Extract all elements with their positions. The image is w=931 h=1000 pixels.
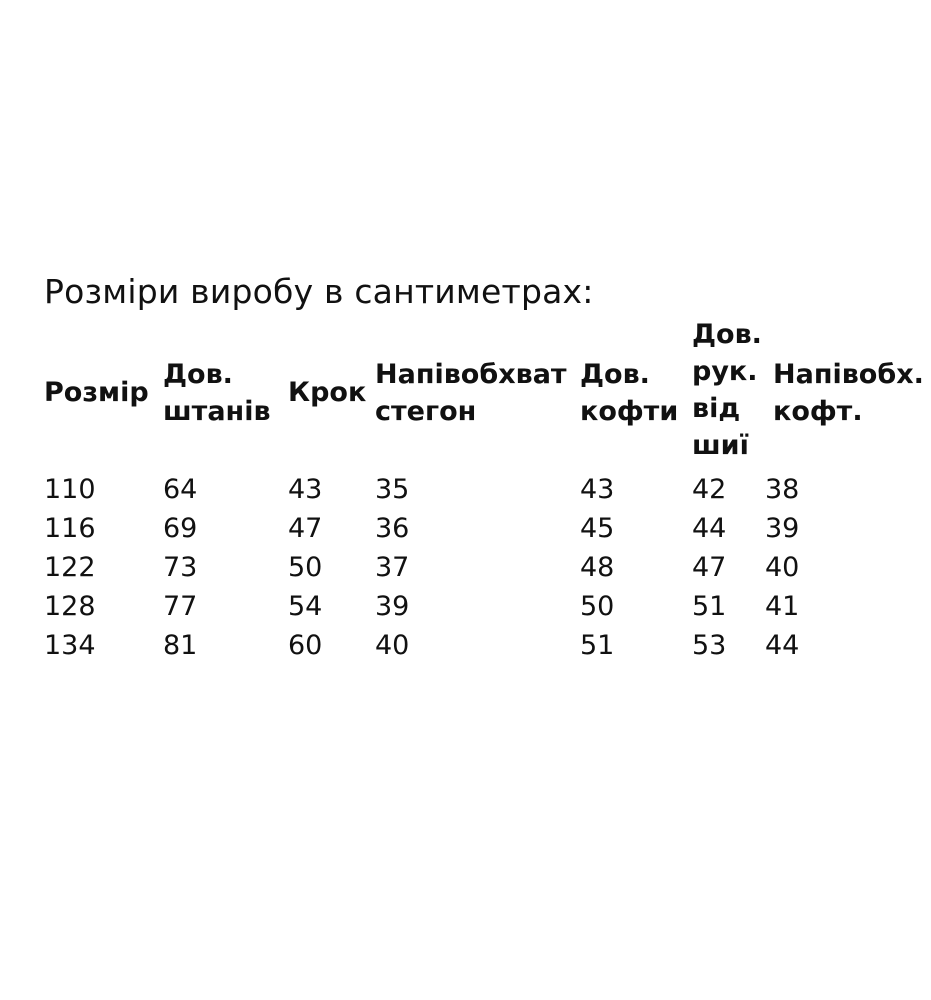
cell-pants-length: 69 xyxy=(163,513,198,544)
cell-half-chest: 40 xyxy=(765,552,800,583)
cell-sleeve-length: 47 xyxy=(692,552,727,583)
header-half-chest: Напівобх. кофт. xyxy=(773,359,924,427)
cell-half-hip: 35 xyxy=(375,474,410,505)
cell-pants-length: 77 xyxy=(163,591,198,622)
cell-half-chest: 44 xyxy=(765,630,800,661)
cell-inseam: 60 xyxy=(288,630,323,661)
cell-top-length: 43 xyxy=(580,474,615,505)
cell-inseam: 54 xyxy=(288,591,323,622)
cell-size: 122 xyxy=(44,552,96,583)
cell-size: 110 xyxy=(44,474,96,505)
cell-half-hip: 40 xyxy=(375,630,410,661)
cell-pants-length: 73 xyxy=(163,552,198,583)
cell-half-hip: 37 xyxy=(375,552,410,583)
cell-sleeve-length: 51 xyxy=(692,591,727,622)
size-chart-title: Розміри виробу в сантиметрах: xyxy=(44,272,594,311)
header-size: Розмір xyxy=(44,377,149,408)
cell-inseam: 43 xyxy=(288,474,323,505)
cell-top-length: 48 xyxy=(580,552,615,583)
cell-size: 134 xyxy=(44,630,96,661)
cell-half-chest: 41 xyxy=(765,591,800,622)
cell-half-chest: 38 xyxy=(765,474,800,505)
cell-half-hip: 39 xyxy=(375,591,410,622)
cell-size: 116 xyxy=(44,513,96,544)
cell-pants-length: 64 xyxy=(163,474,198,505)
cell-top-length: 45 xyxy=(580,513,615,544)
cell-sleeve-length: 42 xyxy=(692,474,727,505)
cell-half-hip: 36 xyxy=(375,513,410,544)
cell-top-length: 51 xyxy=(580,630,615,661)
cell-sleeve-length: 44 xyxy=(692,513,727,544)
cell-inseam: 50 xyxy=(288,552,323,583)
cell-sleeve-length: 53 xyxy=(692,630,727,661)
cell-top-length: 50 xyxy=(580,591,615,622)
header-pants-length: Дов. штанів xyxy=(163,359,271,427)
header-top-length: Дов. кофти xyxy=(580,359,679,427)
header-sleeve-length: Дов. рук. від шиї xyxy=(692,319,762,461)
cell-half-chest: 39 xyxy=(765,513,800,544)
header-inseam: Крок xyxy=(288,377,367,408)
cell-pants-length: 81 xyxy=(163,630,198,661)
cell-size: 128 xyxy=(44,591,96,622)
header-half-hip: Напівобхват стегон xyxy=(375,359,567,427)
cell-inseam: 47 xyxy=(288,513,323,544)
